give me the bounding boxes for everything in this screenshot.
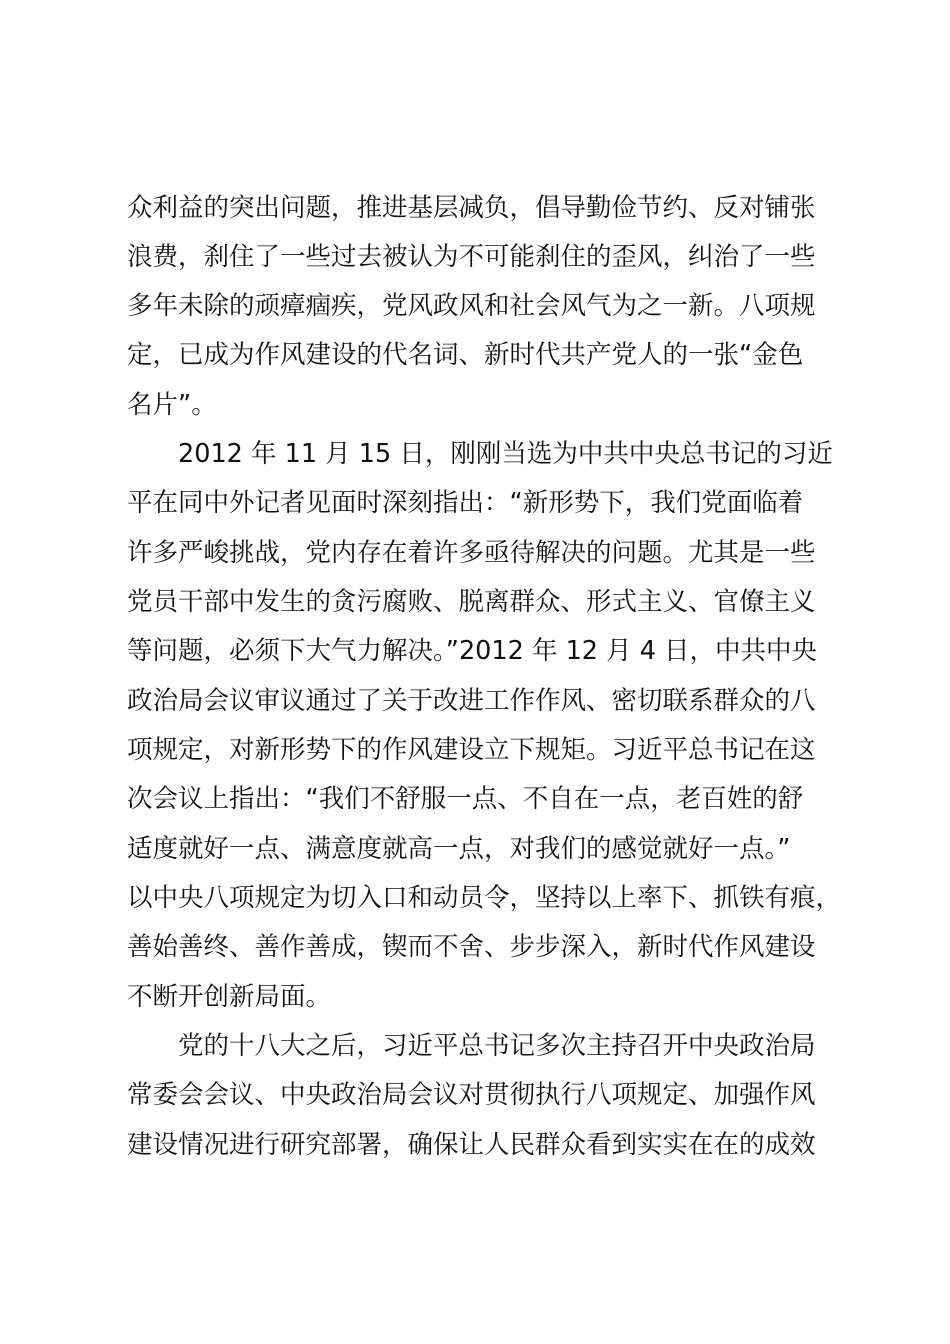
text-line: 浪费，刹住了一些过去被认为不可能刹住的歪风，纠治了一些: [127, 242, 816, 272]
text-line: 项规定，对新形势下的作风建设立下规矩。习近平总书记在这: [127, 735, 816, 765]
text-line: 不断开创新局面。: [127, 982, 332, 1012]
text-line: 平在同中外记者见面时深刻指出：“新形势下，我们党面临着: [127, 488, 804, 518]
text-line: 以中央八项规定为切入口和动员令，坚持以上率下、抓铁有痕，: [127, 883, 842, 913]
text-line: 定，已成为作风建设的代名词、新时代共产党人的一张“金色: [127, 340, 804, 370]
text-line: 善始善终、善作善成，锲而不舍、步步深入，新时代作风建设: [127, 932, 816, 962]
text-line: 党员干部中发生的贪污腐败、脱离群众、形式主义、官僚主义: [127, 587, 816, 617]
text-line: 适度就好一点、满意度就高一点，对我们的感觉就好一点。”: [127, 834, 791, 864]
text-line: 党的十八大之后，习近平总书记多次主持召开中央政治局: [127, 1031, 816, 1061]
text-line: 名片”。: [127, 390, 217, 420]
text-line: 2012 年 11 月 15 日，刚刚当选为中共中央总书记的习近: [127, 439, 833, 469]
text-line: 政治局会议审议通过了关于改进工作作风、密切联系群众的八: [127, 686, 816, 716]
text-line: 常委会会议、中央政治局会议对贯彻执行八项规定、加强作风: [127, 1080, 816, 1110]
text-line: 许多严峻挑战，党内存在着许多亟待解决的问题。尤其是一些: [127, 538, 816, 568]
text-line: 建设情况进行研究部署，确保让人民群众看到实实在在的成效: [127, 1130, 816, 1160]
text-line: 等问题，必须下大气力解决。”2012 年 12 月 4 日，中共中央: [127, 636, 818, 666]
text-line: 多年未除的顽瘴痼疾，党风政风和社会风气为之一新。八项规: [127, 291, 816, 321]
text-line: 次会议上指出：“我们不舒服一点、不自在一点，老百姓的舒: [127, 784, 804, 814]
text-line: 众利益的突出问题，推进基层减负，倡导勤俭节约、反对铺张: [127, 193, 816, 223]
